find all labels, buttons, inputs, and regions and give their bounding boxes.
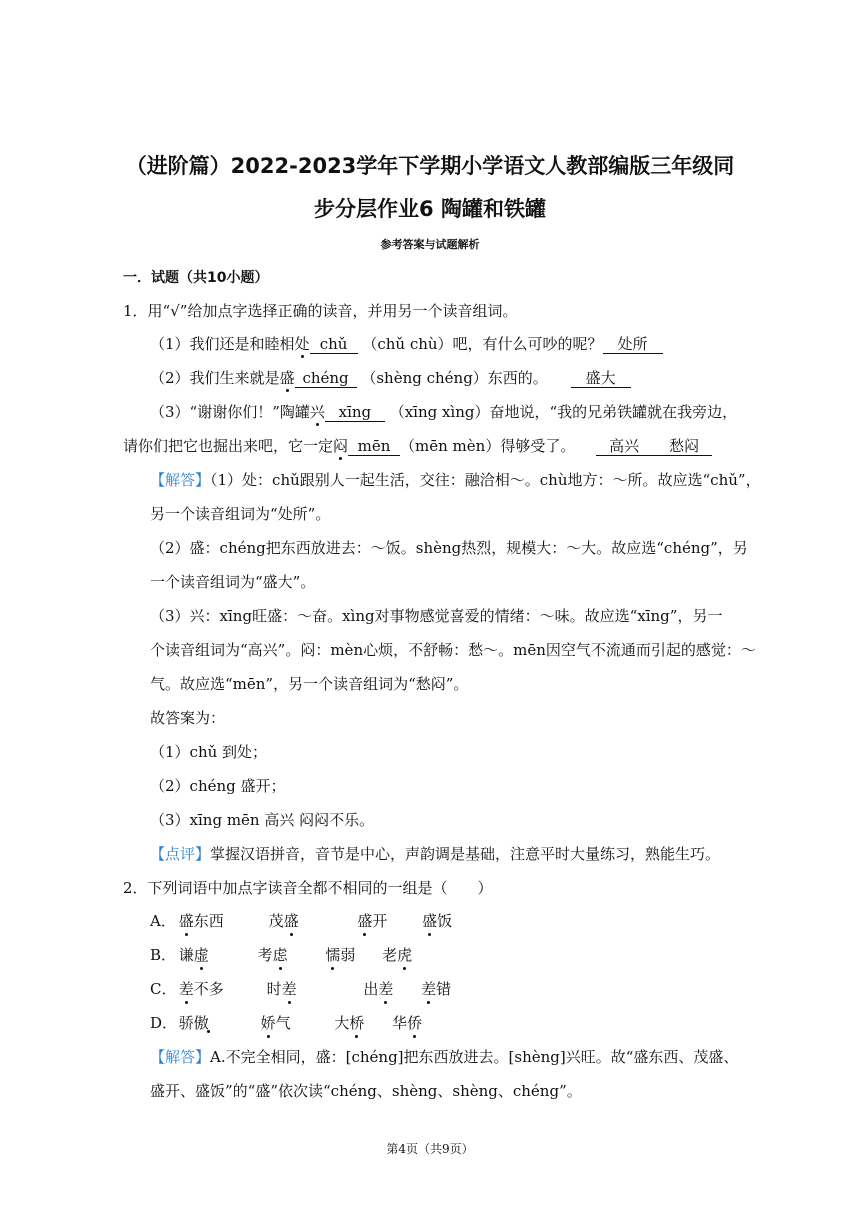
word-part: 骄傲 <box>178 1014 209 1032</box>
dotted-char: 差 <box>178 980 194 998</box>
word-part: 茂 <box>268 912 284 930</box>
question-1-analysis-10: （2）chéng 盛开； <box>150 777 286 795</box>
dotted-char: 差 <box>421 980 437 998</box>
word-part: 气 <box>275 1014 291 1032</box>
word-part: 不多 <box>193 980 224 998</box>
answer-blank: 盛大 <box>571 369 631 388</box>
word-part: 老 <box>382 946 398 964</box>
dotted-char: 盛 <box>178 912 194 930</box>
question-1-analysis-11: （3）xīng mēn 高兴 闷闷不乐。 <box>150 811 375 829</box>
option-word <box>179 911 264 931</box>
dotted-char: 差 <box>281 980 297 998</box>
question-2-stem: 2．下列词语中加点字读音全都不相同的一组是（ ） <box>123 879 493 897</box>
dotted-char: 虚 <box>193 946 209 964</box>
answer-blank: 处所 <box>603 335 663 354</box>
text: （3）“谢谢你们！”陶罐 <box>150 403 310 421</box>
question-2-option-a <box>150 911 732 931</box>
dotted-char: 差 <box>378 980 394 998</box>
option-word <box>179 979 262 999</box>
option-label: A． <box>150 912 176 930</box>
dotted-char: 盛 <box>279 369 295 387</box>
question-1-part-3-cont <box>123 436 732 456</box>
answer-blank: xīng <box>325 403 385 422</box>
document-title-line-2: 步分层作业6 陶罐和铁罐 <box>314 197 546 221</box>
word-part: 考 <box>257 946 273 964</box>
question-1-analysis-2: 另一个读音组词为“处所”。 <box>150 505 331 523</box>
option-word <box>261 1013 330 1033</box>
answer-blank: mēn <box>348 437 400 456</box>
document-subtitle: 参考答案与试题解析 <box>380 238 480 251</box>
question-1-analysis-4: 一个读音组词为“盛大”。 <box>150 573 316 591</box>
question-2-option-b <box>150 945 732 965</box>
option-word <box>363 979 416 999</box>
question-1-part-2 <box>150 368 732 388</box>
text: A.不完全相同，盛：[chéng]把东西放进去。[shèng]兴旺。故“盛东西、茂盛、 <box>210 1048 739 1066</box>
word-part: 谦 <box>178 946 194 964</box>
dotted-char: 兴 <box>309 403 325 421</box>
analysis-tag: 【解答】 <box>150 1048 211 1066</box>
page-footer: 第4页（共9页） <box>386 1142 474 1156</box>
option-word <box>392 1013 422 1033</box>
dotted-char: 处 <box>294 335 310 353</box>
dotted-char: 盛 <box>422 912 438 930</box>
option-word <box>325 945 377 965</box>
word-part: 华 <box>392 1014 408 1032</box>
question-1-analysis-9: （1）chǔ 到处； <box>150 743 268 761</box>
section-heading: 一．试题（共10小题） <box>123 270 269 286</box>
word-part: 饭 <box>437 912 453 930</box>
question-2-analysis-2: 盛开、盛饭”的“盛”依次读“chéng、shèng、shèng、chéng”。 <box>150 1082 582 1100</box>
text: （2）我们生来就是 <box>150 369 280 387</box>
option-label: D． <box>150 1014 178 1032</box>
question-1-part-3 <box>150 402 738 422</box>
option-word <box>179 945 253 965</box>
word-part: 开 <box>372 912 388 930</box>
word-part: 出 <box>363 980 379 998</box>
text: （1）处：chǔ跟别人一起生活，交往：融洽相～。chù地方：～所。故应选“chǔ”， <box>210 471 761 489</box>
text: （chǔ chù）吧，有什么可吵的呢？ <box>362 335 603 353</box>
option-word <box>179 1013 256 1033</box>
option-word <box>421 979 451 999</box>
dotted-char: 虎 <box>397 946 413 964</box>
word-part: 错 <box>436 980 452 998</box>
dotted-char: 懦 <box>325 946 341 964</box>
option-word <box>269 911 353 931</box>
document-title-line-1: （进阶篇）2022-2023学年下学期小学语文人教部编版三年级同 <box>125 154 735 178</box>
option-label: C． <box>150 980 177 998</box>
text: 请你们把它也掘出来吧，它一定 <box>123 437 334 455</box>
option-word <box>422 911 452 931</box>
dotted-char: 虑 <box>272 946 288 964</box>
question-1-analysis-8: 故答案为： <box>150 709 226 727</box>
text: （1）我们还是和睦相 <box>150 335 295 353</box>
question-1-analysis-5: （3）兴：xīng旺盛：～奋。xìng对事物感觉喜爱的情绪：～味。故应选“xīng”，另一 <box>150 607 723 625</box>
text: （xīng xìng）奋地说，“我的兄弟铁罐就在我旁边， <box>389 403 738 421</box>
option-label: B． <box>150 946 177 964</box>
dotted-char: 盛 <box>357 912 373 930</box>
question-1-analysis-3: （2）盛：chéng把东西放进去：～饭。shèng热烈，规模大：～大。故应选“chéng”，另 <box>150 539 748 557</box>
option-word <box>334 1013 387 1033</box>
question-1-part-1 <box>150 334 732 354</box>
dotted-char: 侨 <box>407 1014 423 1032</box>
dotted-char: 桥 <box>349 1014 365 1032</box>
dotted-char: 盛 <box>283 912 299 930</box>
dotted-char: 娇 <box>260 1014 276 1032</box>
question-1-comment <box>150 844 732 864</box>
text: 掌握汉语拼音，音节是中心，声韵调是基础，注意平时大量练习，熟能生巧。 <box>210 845 721 863</box>
option-word <box>267 979 359 999</box>
question-1-analysis-1 <box>150 470 761 490</box>
question-2-analysis-1 <box>150 1047 739 1067</box>
answer-blank: 高兴 愁闷 <box>596 437 712 456</box>
question-1-stem: 1．用“√”给加点字选择正确的读音，并用另一个读音组词。 <box>123 302 518 320</box>
option-word <box>382 945 412 965</box>
text: （mēn mèn）得够受了。 <box>400 437 576 455</box>
question-2-option-c <box>150 979 732 999</box>
word-part: 东西 <box>193 912 224 930</box>
option-word <box>357 911 417 931</box>
answer-blank: chǔ <box>310 335 358 354</box>
word-part: 弱 <box>340 946 356 964</box>
answer-blank: chéng <box>295 369 357 388</box>
question-1-analysis-6: 个读音组词为“高兴”。闷：mèn心烦，不舒畅：愁～。mēn因空气不流通而引起的感觉：～ <box>150 641 756 659</box>
question-2-option-d <box>150 1013 732 1033</box>
comment-tag: 【点评】 <box>150 845 211 863</box>
word-part: 大 <box>334 1014 350 1032</box>
question-1-analysis-7: 气。故应选“mēn”，另一个读音组词为“愁闷”。 <box>150 675 469 693</box>
dotted-char: 闷 <box>333 437 349 455</box>
analysis-tag: 【解答】 <box>150 471 211 489</box>
word-part: 时 <box>266 980 282 998</box>
option-word <box>258 945 321 965</box>
text: （shèng chéng）东西的。 <box>361 369 548 387</box>
